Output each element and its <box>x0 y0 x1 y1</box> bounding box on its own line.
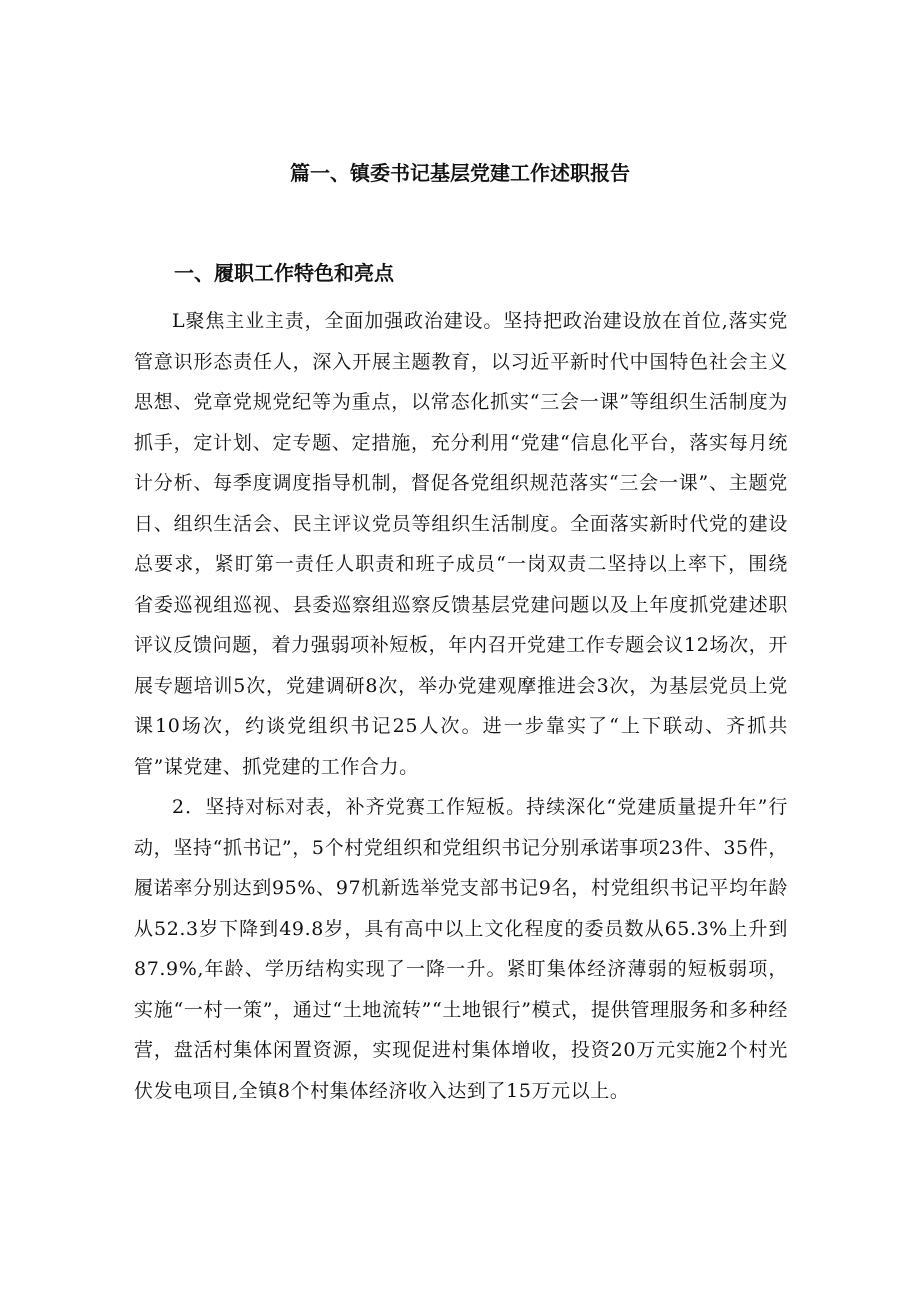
document-title: 篇一、镇委书记基层党建工作述职报告 <box>290 161 630 185</box>
paragraph-2: 2．坚持对标对表，补齐党赛工作短板。持续深化“党建质量提升年”行动，坚持“抓书记”，5个村党组织和党组织书记分别承诺事项23件、35件，履诺率分别达到95%、97机新选举党支部书记9名，村党组织书记平均年龄从52.3岁下降到49.8岁，具有高中以上文化程度的委员数从65.3%上升到87.9%,年龄、学历结构实现了一降一升。紧盯集体经济薄弱的短板弱项，实施“一村一策”，通过“土地流转”“土地银行”模式，提供管理服务和多种经营，盘活村集体闲置资源，实现促进村集体增收，投资20万元实施2个村光伏发电项目,全镇8个村集体经济收入达到了15万元以上。 <box>134 796 788 1102</box>
document-body <box>134 301 788 1111</box>
section-heading: 一、履职工作特色和亮点 <box>174 261 394 285</box>
paragraph-1: L聚焦主业主责，全面加强政治建设。坚持把政治建设放在首位,落实党管意识形态责任人，深入开展主题教育，以习近平新时代中国特色社会主义思想、党章党规党纪等为重点，以常态化抓实“三会一课”等组织生活制度为抓手，定计划、定专题、定措施，充分利用“党建“信息化平台，落实每月统计分析、每季度调度指导机制，督促各党组织规范落实“三会一课”、主题党日、组织生活会、民主评议党员等组织生活制度。全面落实新时代党的建设总要求，紧盯第一责任人职责和班子成员“一岗双责二坚持以上率下，围绕省委巡视组巡视、县委巡察组巡察反馈基层党建问题以及上年度抓党建述职评议反馈问题，着力强弱项补短板，年内召开党建工作专题会议12场次，开展专题培训5次，党建调研8次，举办党建观摩推进会3次，为基层党员上党课10场次，约谈党组织书记25人次。进一步靠实了“上下联动、齐抓共管”谋党建、抓党建的工作合力。 <box>134 310 788 778</box>
